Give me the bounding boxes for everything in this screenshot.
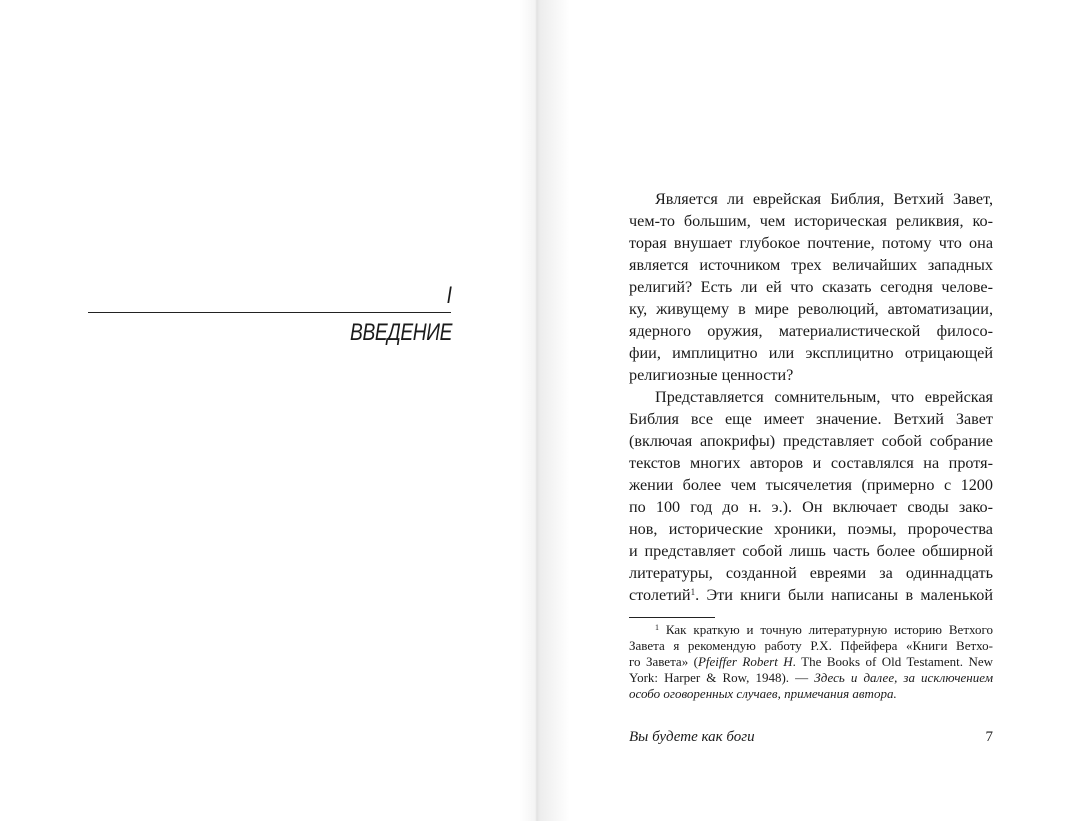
text-line: Библия все еще имеет значение. Ветхий Завет xyxy=(629,410,993,428)
footnote xyxy=(629,622,993,702)
text-line: Является ли еврейская Библия, Ветхий Завет, xyxy=(655,190,993,208)
text-line: религий? Есть ли ей что сказать сегодня челове- xyxy=(629,278,993,296)
text-line: Представляется сомнительным, что еврейская xyxy=(655,388,993,406)
footnote-line: Завета я рекомендую работу Р.Х. Пфейфера «Книги Ветхо- xyxy=(629,638,993,653)
text-line: ядерного оружия, материалистической филосо- xyxy=(629,322,993,340)
footnote-line xyxy=(629,670,993,686)
text-fragment: го Завета» ( xyxy=(629,654,698,669)
author-name: Pfeiffer Robert H xyxy=(697,654,793,669)
text-fragment: Здесь и далее, за исключением xyxy=(814,670,993,685)
footnote-marker: 1 xyxy=(655,623,659,632)
text-line: по 100 год до н. э.). Он включает своды зако- xyxy=(629,498,993,516)
text-fragment: особо оговоренных случаев, примечания автора. xyxy=(629,686,897,701)
text-line: нов, исторические хроники, поэмы, пророчества xyxy=(629,520,993,538)
footnote-line xyxy=(629,686,993,702)
chapter-title: ВВЕДЕНИЕ xyxy=(350,319,452,346)
text-fragment: столетий xyxy=(629,586,691,604)
text-line: является источником трех величайших западных xyxy=(629,256,993,274)
text-line: религиозные ценности? xyxy=(629,366,794,384)
running-footer xyxy=(629,727,993,747)
text-line: фии, имплицитно или эксплицитно отрицающей xyxy=(629,344,993,362)
text-line: жении более чем тысячелетия (примерно с 1200 xyxy=(629,476,993,494)
text-line: ку, живущему в мире революций, автоматизации, xyxy=(629,300,993,318)
footnote-line xyxy=(629,622,993,638)
body-text xyxy=(629,188,993,606)
text-line: (включая апокрифы) представляет собой собрание xyxy=(629,432,993,450)
text-line: торая внушает глубокое почтение, потому что она xyxy=(629,234,993,252)
text-line: литературы, созданной евреями за одиннадцать xyxy=(629,564,993,582)
text-fragment: York: Harper & Row, 1948). — xyxy=(629,670,815,685)
text-fragment: Как краткую и точную литературную историю Ветхого xyxy=(665,622,994,637)
book-gutter xyxy=(520,0,570,821)
text-line: и представляет собой лишь часть более обширной xyxy=(629,542,993,560)
text-line xyxy=(629,584,993,606)
paragraph xyxy=(629,188,993,386)
footnote-reference[interactable]: 1 xyxy=(690,587,696,597)
text-line: текстов многих авторов и составлялся на протя- xyxy=(629,454,993,472)
text-fragment: . Эти книги были написаны в маленькой xyxy=(695,586,993,604)
chapter-number: I xyxy=(446,282,452,309)
footnote-line xyxy=(629,654,993,670)
running-title: Вы будете как боги xyxy=(629,729,755,745)
text-line: чем-то большим, чем историческая реликвия, ко- xyxy=(629,212,993,230)
paragraph xyxy=(629,386,993,606)
page-number: 7 xyxy=(985,729,993,745)
text-fragment: . The Books of Old Testament. New xyxy=(792,654,994,669)
chapter-divider xyxy=(88,312,451,313)
footnote-divider xyxy=(629,617,715,618)
